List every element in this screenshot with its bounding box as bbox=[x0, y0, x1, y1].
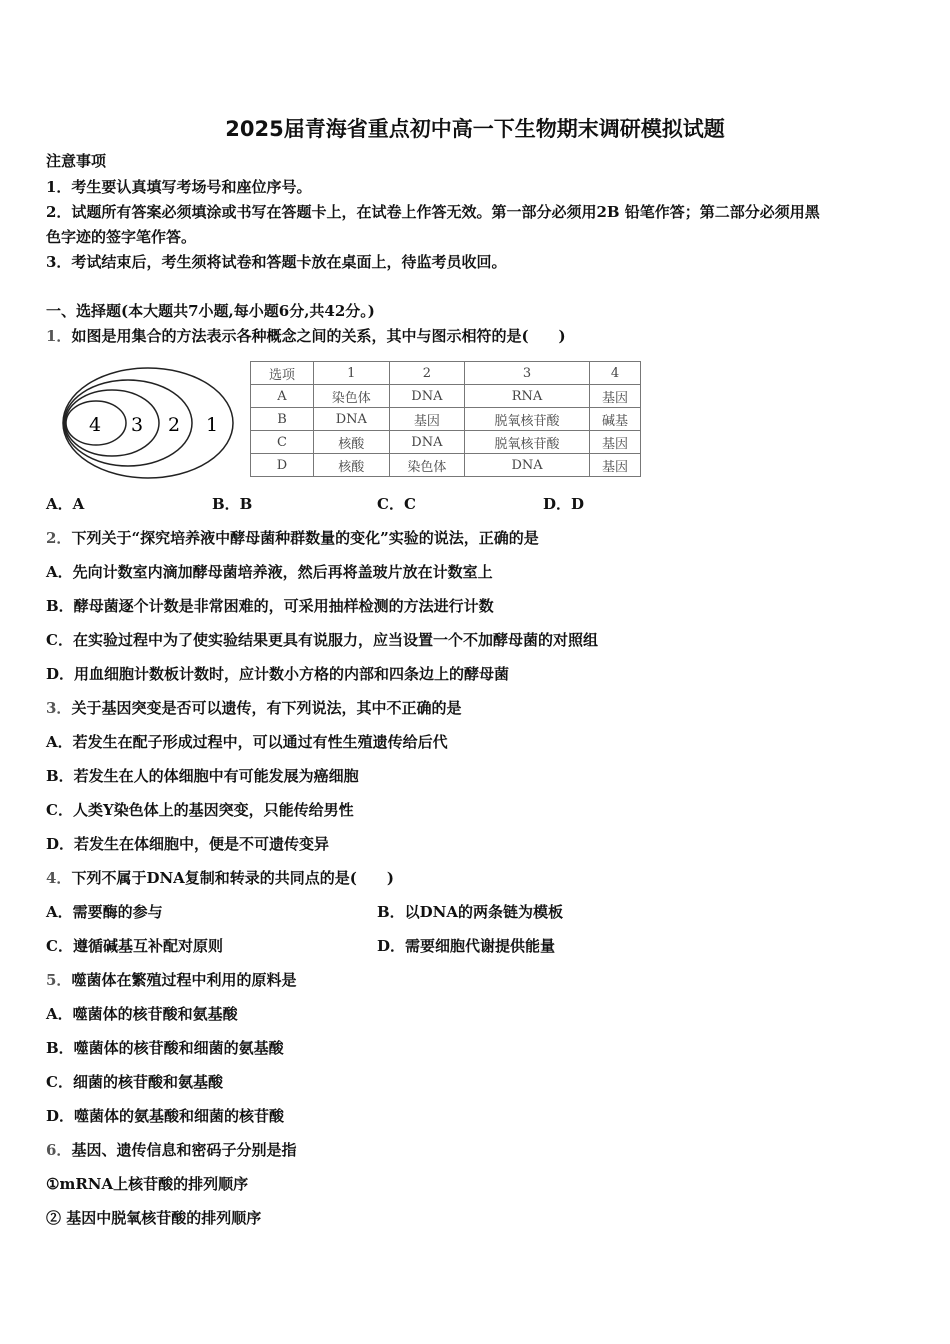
notice-heading: 注意事项 bbox=[46, 152, 107, 170]
option-b[interactable]: B．以DNA的两条链为模板 bbox=[377, 903, 564, 921]
concept-set-diagram bbox=[60, 363, 240, 483]
set-label-3: 3 bbox=[130, 414, 144, 436]
question-6 bbox=[46, 1140, 296, 1160]
table-cell: 核酸 bbox=[314, 454, 390, 477]
table-cell: 基因 bbox=[589, 385, 640, 408]
table-cell: 碱基 bbox=[589, 408, 640, 431]
table-row bbox=[251, 385, 641, 408]
page-title: 2025届青海省重点初中高一下生物期末调研模拟试题 bbox=[225, 117, 725, 141]
table-row bbox=[251, 431, 641, 454]
option-c[interactable]: C．C bbox=[377, 495, 416, 513]
table-cell: 染色体 bbox=[314, 385, 390, 408]
table-row bbox=[251, 408, 641, 431]
option-a[interactable]: A．噬菌体的核苷酸和氨基酸 bbox=[46, 1005, 238, 1023]
table-cell: 1 bbox=[314, 362, 390, 385]
question-1 bbox=[46, 326, 566, 346]
table-cell: 基因 bbox=[389, 408, 465, 431]
option-c[interactable]: C．遵循碱基互补配对原则 bbox=[46, 937, 223, 955]
table-cell: A bbox=[251, 385, 314, 408]
table-cell: 脱氧核苷酸 bbox=[465, 431, 590, 454]
table-cell: 选项 bbox=[251, 362, 314, 385]
option-d[interactable]: D．用血细胞计数板计数时，应计数小方格的内部和四条边上的酵母菌 bbox=[46, 665, 510, 683]
option-d[interactable]: D．需要细胞代谢提供能量 bbox=[377, 937, 556, 955]
option-a[interactable]: A．若发生在配子形成过程中，可以通过有性生殖遗传给后代 bbox=[46, 733, 448, 751]
option-b[interactable]: B．B bbox=[212, 495, 253, 513]
option-b[interactable]: B．若发生在人的体细胞中有可能发展为癌细胞 bbox=[46, 767, 359, 785]
question-text: 基因、遗传信息和密码子分别是指 bbox=[71, 1141, 297, 1159]
table-cell: 染色体 bbox=[389, 454, 465, 477]
option-b[interactable]: B．噬菌体的核苷酸和细菌的氨基酸 bbox=[46, 1039, 284, 1057]
table-cell: D bbox=[251, 454, 314, 477]
option-c[interactable]: C．细菌的核苷酸和氨基酸 bbox=[46, 1073, 223, 1091]
table-cell: 基因 bbox=[589, 454, 640, 477]
option-d[interactable]: D．D bbox=[543, 495, 585, 513]
option-a[interactable]: A．需要酶的参与 bbox=[46, 903, 163, 921]
notice-item: 3．考试结束后，考生须将试卷和答题卡放在桌面上，待监考员收回。 bbox=[46, 253, 507, 271]
notice-item: 1．考生要认真填写考场号和座位序号。 bbox=[46, 178, 312, 196]
table-cell: 脱氧核苷酸 bbox=[465, 408, 590, 431]
notice-item: 色字迹的签字笔作答。 bbox=[46, 228, 197, 246]
question-text: 下列关于“探究培养液中酵母菌种群数量的变化”实验的说法，正确的是 bbox=[71, 529, 539, 547]
table-cell: B bbox=[251, 408, 314, 431]
option-c[interactable]: C．在实验过程中为了使实验结果更具有说服力，应当设置一个不加酵母菌的对照组 bbox=[46, 631, 598, 649]
set-label-4: 4 bbox=[88, 414, 102, 436]
table-cell: 2 bbox=[389, 362, 465, 385]
table-cell: 核酸 bbox=[314, 431, 390, 454]
question-text: 如图是用集合的方法表示各种概念之间的关系，其中与图示相符的是( ) bbox=[71, 327, 566, 345]
options-table bbox=[250, 361, 641, 477]
question-5 bbox=[46, 970, 296, 990]
table-cell: DNA bbox=[389, 385, 465, 408]
option-d[interactable]: D．噬菌体的氨基酸和细菌的核苷酸 bbox=[46, 1107, 285, 1125]
question-number: 4． bbox=[46, 869, 72, 887]
question-number: 1． bbox=[46, 327, 72, 345]
option-c[interactable]: C．人类Y染色体上的基因突变，只能传给男性 bbox=[46, 801, 354, 819]
question-number: 6． bbox=[46, 1141, 72, 1159]
set-ellipse-3 bbox=[65, 390, 159, 456]
set-label-2: 2 bbox=[167, 414, 181, 436]
table-row bbox=[251, 454, 641, 477]
notice-item: 2．试题所有答案必须填涂或书写在答题卡上，在试卷上作答无效。第一部分必须用2B 铅笔作答；第二部分必须用黑 bbox=[46, 203, 820, 221]
option-a[interactable]: A．A bbox=[46, 495, 85, 513]
table-cell: DNA bbox=[389, 431, 465, 454]
table-cell: C bbox=[251, 431, 314, 454]
option-b[interactable]: B．酵母菌逐个计数是非常困难的，可采用抽样检测的方法进行计数 bbox=[46, 597, 494, 615]
question-4 bbox=[46, 868, 394, 888]
question-3 bbox=[46, 698, 461, 718]
option-d[interactable]: D．若发生在体细胞中，便是不可遗传变异 bbox=[46, 835, 330, 853]
table-cell: 3 bbox=[465, 362, 590, 385]
table-cell: RNA bbox=[465, 385, 590, 408]
table-cell: 4 bbox=[589, 362, 640, 385]
table-cell: DNA bbox=[465, 454, 590, 477]
list-item: ①mRNA上核苷酸的排列顺序 bbox=[46, 1175, 249, 1193]
table-header-row bbox=[251, 362, 641, 385]
question-text: 关于基因突变是否可以遗传，有下列说法，其中不正确的是 bbox=[71, 699, 462, 717]
question-text: 下列不属于DNA复制和转录的共同点的是( ) bbox=[71, 869, 394, 887]
table-cell: 基因 bbox=[589, 431, 640, 454]
option-a[interactable]: A．先向计数室内滴加酵母菌培养液，然后再将盖玻片放在计数室上 bbox=[46, 563, 493, 581]
question-number: 5． bbox=[46, 971, 72, 989]
section-heading: 一、选择题(本大题共7小题,每小题6分,共42分。) bbox=[46, 302, 375, 320]
question-text: 噬菌体在繁殖过程中利用的原料是 bbox=[71, 971, 297, 989]
table-cell: DNA bbox=[314, 408, 390, 431]
list-item: ② 基因中脱氧核苷酸的排列顺序 bbox=[46, 1209, 262, 1227]
question-number: 2． bbox=[46, 529, 72, 547]
set-label-1: 1 bbox=[205, 414, 219, 436]
question-2 bbox=[46, 528, 539, 548]
question-number: 3． bbox=[46, 699, 72, 717]
